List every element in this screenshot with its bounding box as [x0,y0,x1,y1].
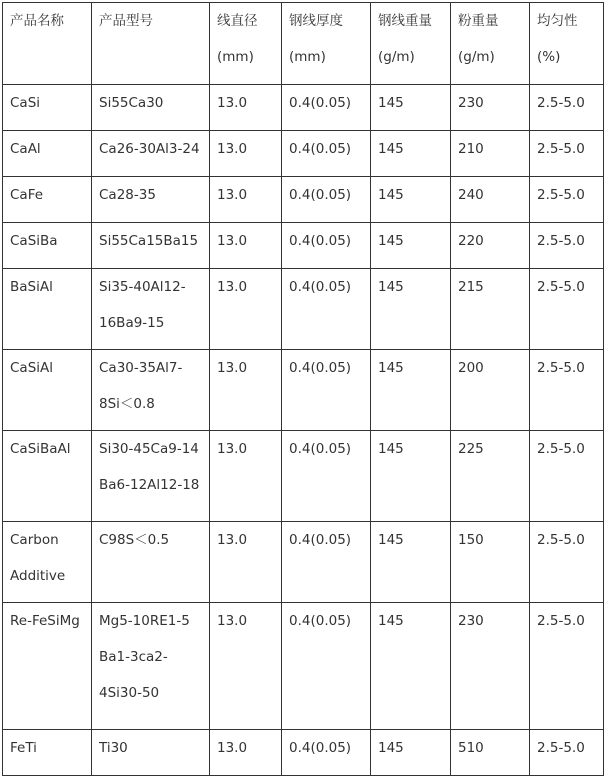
powder-weight-cell [451,223,530,269]
product-model-cell [92,730,210,776]
wire-diameter-cell [210,350,282,431]
powder-weight-cell [451,350,530,431]
cell-text-line: 钢线厚度 [289,13,343,29]
table-row [3,730,604,776]
product-model-header [92,3,210,85]
spec-table [2,2,604,776]
wire-diameter-cell [210,131,282,177]
product-name-cell [3,431,92,522]
product-name-cell [3,177,92,223]
powder-weight-header [451,3,530,85]
cell-text-line: 0.4(0.05) [289,532,352,548]
wire-diameter-cell [210,177,282,223]
cell-text-line: Mg5-10RE1-5 [99,613,190,629]
cell-text-line: 2.5-5.0 [537,95,585,111]
steel-thickness-cell [282,177,371,223]
wire-diameter-cell [210,223,282,269]
steel-thickness-header [282,3,371,85]
cell-text-line: CaSiBaAl [10,441,71,457]
cell-text-line: 0.4(0.05) [289,279,352,295]
wire-diameter-cell [210,85,282,131]
cell-text-line: 线直径 [217,13,258,29]
steel-weight-cell [371,269,451,350]
header-row [3,3,604,85]
cell-text-line: Si35-40Al12- [99,279,186,295]
product-model-cell [92,177,210,223]
steel-weight-cell [371,85,451,131]
table-row [3,431,604,522]
steel-thickness-cell [282,269,371,350]
uniformity-cell [530,603,604,730]
powder-weight-cell [451,269,530,350]
uniformity-header [530,3,604,85]
cell-text-line: 230 [458,95,484,111]
table-row [3,522,604,603]
steel-thickness-cell [282,223,371,269]
steel-weight-cell [371,431,451,522]
wire-diameter-cell [210,603,282,730]
cell-text-line: 2.5-5.0 [537,233,585,249]
cell-text-line: 13.0 [217,279,248,295]
steel-thickness-cell [282,730,371,776]
powder-weight-cell [451,177,530,223]
powder-weight-cell [451,522,530,603]
cell-text-line: 220 [458,233,484,249]
product-name-cell [3,350,92,431]
cell-text-line: FeTi [10,740,37,756]
cell-text-line: 2.5-5.0 [537,360,585,376]
cell-text-line: 145 [378,740,404,756]
cell-text-line: Ca28-35 [99,187,156,203]
cell-text-line: 13.0 [217,187,248,203]
powder-weight-cell [451,603,530,730]
cell-text-line: Re-FeSiMg [10,613,80,629]
cell-text-line: CaSiAl [10,360,54,376]
uniformity-cell [530,350,604,431]
cell-text-line: (g/m) [378,49,415,65]
cell-text-line: 0.4(0.05) [289,187,352,203]
cell-text-line: 4Si30-50 [99,685,160,701]
uniformity-cell [530,269,604,350]
cell-text-line: 2.5-5.0 [537,441,585,457]
table-row [3,350,604,431]
uniformity-cell [530,131,604,177]
product-model-cell [92,223,210,269]
cell-text-line: (g/m) [458,49,495,65]
steel-thickness-cell [282,350,371,431]
uniformity-cell [530,177,604,223]
steel-thickness-cell [282,431,371,522]
cell-text-line: 230 [458,613,484,629]
product-name-cell [3,603,92,730]
table-row [3,269,604,350]
powder-weight-cell [451,131,530,177]
cell-text-line: 16Ba9-15 [99,315,165,331]
steel-weight-cell [371,223,451,269]
cell-text-line: CaFe [10,187,44,203]
table-row [3,223,604,269]
uniformity-cell [530,431,604,522]
product-name-cell [3,131,92,177]
product-name-cell [3,730,92,776]
wire-diameter-cell [210,269,282,350]
product-model-cell [92,131,210,177]
uniformity-cell [530,85,604,131]
cell-text-line: 13.0 [217,532,248,548]
cell-text-line: Si30-45Ca9-14 [99,441,199,457]
table-row [3,177,604,223]
uniformity-cell [530,730,604,776]
cell-text-line: Ba6-12Al12-18 [99,477,200,493]
cell-text-line: 150 [458,532,484,548]
cell-text-line: 13.0 [217,95,248,111]
cell-text-line: BaSiAl [10,279,53,295]
cell-text-line: Carbon [10,532,59,548]
cell-text-line: 0.4(0.05) [289,740,352,756]
table-row [3,603,604,730]
cell-text-line: 13.0 [217,740,248,756]
cell-text-line: 13.0 [217,360,248,376]
steel-weight-cell [371,730,451,776]
cell-text-line: Si55Ca15Ba15 [99,233,199,249]
steel-weight-cell [371,603,451,730]
cell-text-line: (mm) [217,49,254,65]
steel-weight-cell [371,522,451,603]
cell-text-line: 145 [378,441,404,457]
cell-text-line: Additive [10,568,66,584]
cell-text-line: 0.4(0.05) [289,360,352,376]
steel-weight-cell [371,131,451,177]
cell-text-line: 0.4(0.05) [289,233,352,249]
cell-text-line: 145 [378,360,404,376]
cell-text-line: 13.0 [217,613,248,629]
steel-weight-cell [371,177,451,223]
cell-text-line: 2.5-5.0 [537,279,585,295]
wire-diameter-cell [210,522,282,603]
cell-text-line: 215 [458,279,484,295]
uniformity-cell [530,522,604,603]
cell-text-line: 145 [378,532,404,548]
cell-text-line: CaAl [10,141,41,157]
cell-text-line: 13.0 [217,441,248,457]
product-model-cell [92,603,210,730]
wire-diameter-cell [210,730,282,776]
cell-text-line: 145 [378,141,404,157]
cell-text-line: 13.0 [217,141,248,157]
cell-text-line: Ba1-3ca2- [99,649,168,665]
cell-text-line: 510 [458,740,484,756]
cell-text-line: 2.5-5.0 [537,613,585,629]
cell-text-line: (%) [537,49,561,65]
cell-text-line: 13.0 [217,233,248,249]
cell-text-line: (mm) [289,49,326,65]
cell-text-line: 0.4(0.05) [289,441,352,457]
cell-text-line: 145 [378,613,404,629]
wire-diameter-cell [210,431,282,522]
product-name-header [3,3,92,85]
cell-text-line: 0.4(0.05) [289,141,352,157]
steel-thickness-cell [282,85,371,131]
steel-thickness-cell [282,603,371,730]
cell-text-line: 产品名称 [10,13,64,29]
cell-text-line: 均匀性 [537,13,578,29]
product-name-cell [3,85,92,131]
uniformity-cell [530,223,604,269]
powder-weight-cell [451,85,530,131]
cell-text-line: Ca26-30Al3-24 [99,141,200,157]
product-name-cell [3,522,92,603]
cell-text-line: 145 [378,279,404,295]
cell-text-line: 200 [458,360,484,376]
cell-text-line: 8Si＜0.8 [99,396,155,412]
cell-text-line: 2.5-5.0 [537,740,585,756]
steel-weight-header [371,3,451,85]
cell-text-line: 145 [378,233,404,249]
cell-text-line: Ca30-35Al7- [99,360,183,376]
cell-text-line: C98S＜0.5 [99,532,170,548]
cell-text-line: 2.5-5.0 [537,187,585,203]
wire-diameter-header [210,3,282,85]
product-model-cell [92,522,210,603]
cell-text-line: 粉重量 [458,13,499,29]
cell-text-line: Si55Ca30 [99,95,164,111]
cell-text-line: 145 [378,95,404,111]
product-model-cell [92,269,210,350]
table-row [3,85,604,131]
table-row [3,131,604,177]
cell-text-line: 0.4(0.05) [289,613,352,629]
product-name-cell [3,269,92,350]
cell-text-line: 产品型号 [99,13,153,29]
cell-text-line: 210 [458,141,484,157]
powder-weight-cell [451,431,530,522]
steel-thickness-cell [282,522,371,603]
cell-text-line: 0.4(0.05) [289,95,352,111]
steel-weight-cell [371,350,451,431]
cell-text-line: CaSiBa [10,233,58,249]
cell-text-line: 2.5-5.0 [537,141,585,157]
product-model-cell [92,350,210,431]
cell-text-line: Ti30 [99,740,128,756]
product-model-cell [92,85,210,131]
powder-weight-cell [451,730,530,776]
steel-thickness-cell [282,131,371,177]
cell-text-line: 145 [378,187,404,203]
cell-text-line: 240 [458,187,484,203]
cell-text-line: 2.5-5.0 [537,532,585,548]
cell-text-line: CaSi [10,95,41,111]
cell-text-line: 钢线重量 [378,13,432,29]
product-name-cell [3,223,92,269]
product-model-cell [92,431,210,522]
cell-text-line: 225 [458,441,484,457]
